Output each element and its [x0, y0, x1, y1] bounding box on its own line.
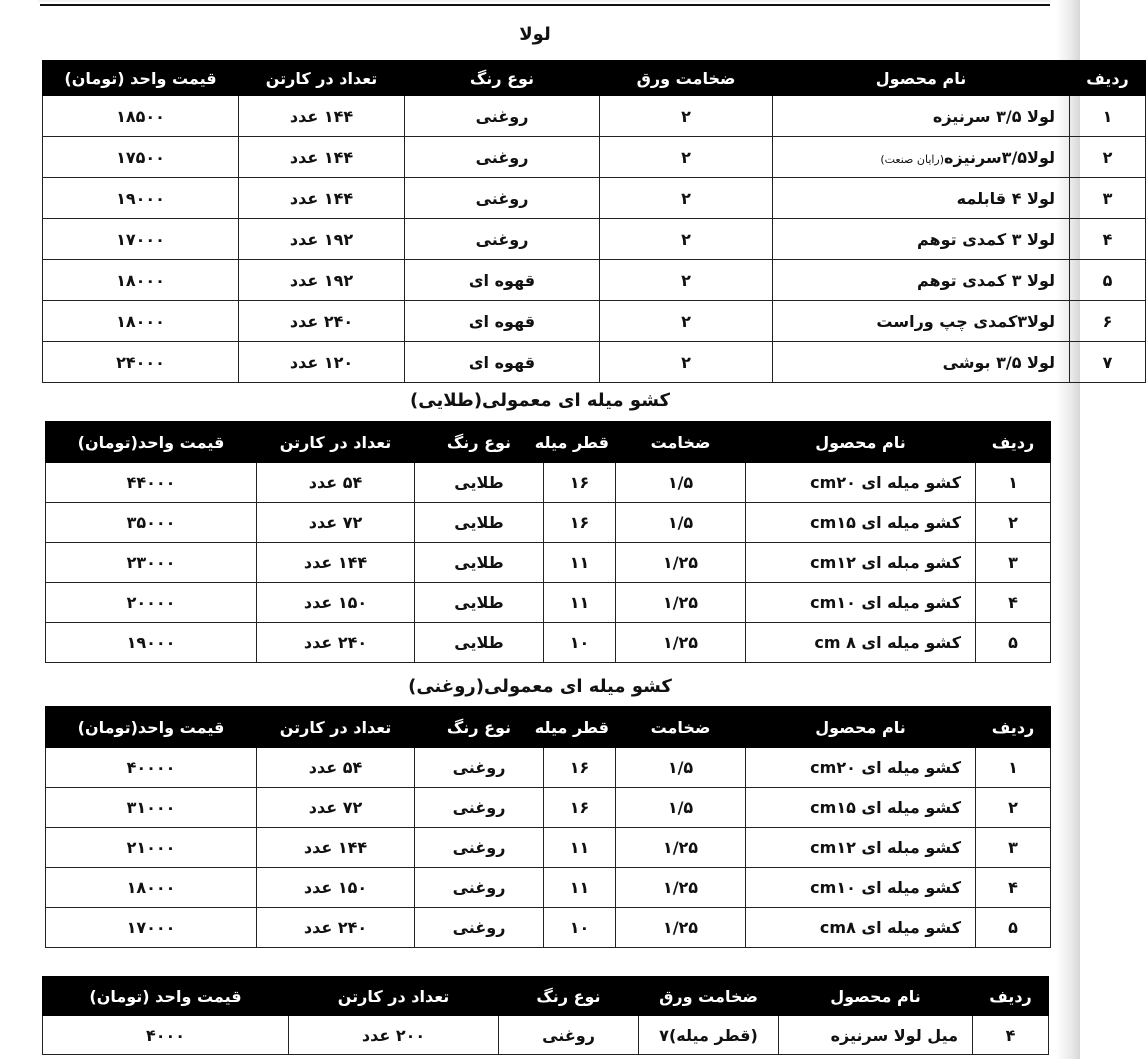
carton-qty: ۲۴۰ عدد	[257, 908, 415, 948]
thickness: ۱/۵	[616, 463, 746, 503]
header-row-no: ردیف	[1070, 61, 1146, 96]
rod-diameter: ۱۱	[544, 543, 616, 583]
product-name: لولا ۳/۵ بوشی	[773, 342, 1070, 383]
table-row	[46, 543, 1051, 583]
rod-diameter: ۱۶	[544, 748, 616, 788]
unit-price: ۱۷۰۰۰	[46, 908, 257, 948]
product-name: کشو میله ای cm۱۵	[746, 503, 976, 543]
thickness: ۱/۲۵	[616, 583, 746, 623]
row-number: ۶	[1070, 301, 1146, 342]
table-row	[43, 342, 1146, 383]
row-number: ۴	[1070, 219, 1146, 260]
product-name: لولا۳/۵سرنیزه	[944, 147, 1055, 167]
product-name: کشو مبله ای cm۱۲	[746, 828, 976, 868]
carton-qty: ۱۹۲ عدد	[239, 219, 405, 260]
unit-price: ۳۱۰۰۰	[46, 788, 257, 828]
section-title-drawer-gold: کشو میله ای معمولی(طلایی)	[410, 390, 670, 411]
header-product-name: نام محصول	[746, 707, 976, 748]
carton-qty: ۲۴۰ عدد	[257, 623, 415, 663]
header-unit-price: قیمت واحد(تومان)	[46, 422, 257, 463]
unit-price: ۱۹۰۰۰	[46, 623, 257, 663]
unit-price: ۲۱۰۰۰	[46, 828, 257, 868]
thickness: ۲	[600, 178, 773, 219]
unit-price: ۱۷۵۰۰	[43, 137, 239, 178]
rod-diameter: ۱۰	[544, 623, 616, 663]
unit-price: ۲۰۰۰۰	[46, 583, 257, 623]
thickness: ۲	[600, 137, 773, 178]
color-type: قهوه ای	[405, 342, 600, 383]
header-unit-price: قیمت واحد (تومان)	[43, 977, 289, 1016]
row-number: ۷	[1070, 342, 1146, 383]
carton-qty: ۷۲ عدد	[257, 788, 415, 828]
carton-qty: ۲۴۰ عدد	[239, 301, 405, 342]
table-header-row	[46, 707, 1051, 748]
thickness: ۲	[600, 342, 773, 383]
thickness: ۱/۲۵	[616, 543, 746, 583]
rod-diameter: ۱۱	[544, 828, 616, 868]
header-thickness: ضخامت	[616, 422, 746, 463]
carton-qty: ۵۴ عدد	[257, 463, 415, 503]
rod-diameter: ۱۶	[544, 788, 616, 828]
page-top-rule	[40, 0, 1050, 6]
header-carton-qty: تعداد در کارتن	[257, 707, 415, 748]
hinge-table	[42, 60, 1146, 383]
header-sheet-thickness: ضخامت ورق	[639, 977, 779, 1016]
unit-price: ۲۳۰۰۰	[46, 543, 257, 583]
section-title-hinge: لولا	[519, 24, 551, 45]
header-carton-qty: تعداد در کارتن	[239, 61, 405, 96]
header-row-no: ردیف	[976, 707, 1051, 748]
unit-price: ۱۸۰۰۰	[46, 868, 257, 908]
product-name: کشو میله ای cm۸	[746, 908, 976, 948]
carton-qty: ۷۲ عدد	[257, 503, 415, 543]
thickness: ۲	[600, 260, 773, 301]
product-name: لولا ۴ قابلمه	[773, 178, 1070, 219]
header-rod-diameter: قطر میله	[544, 707, 616, 748]
table-row	[46, 623, 1051, 663]
product-brand-note: (رایان صنعت)	[880, 152, 945, 166]
product-name: کشو میله ای cm ۸	[746, 623, 976, 663]
unit-price: ۲۴۰۰۰	[43, 342, 239, 383]
thickness: ۱/۲۵	[616, 828, 746, 868]
color-type: روغنی	[405, 137, 600, 178]
product-name: لولا۳کمدی چپ وراست	[773, 301, 1070, 342]
thickness: ۱/۵	[616, 748, 746, 788]
unit-price: ۱۸۵۰۰	[43, 96, 239, 137]
carton-qty: ۱۴۴ عدد	[257, 828, 415, 868]
drawer-oil-table	[45, 706, 1051, 948]
color-type: روغنی	[405, 178, 600, 219]
thickness: (قطر میله)۷	[639, 1016, 779, 1055]
table-row	[46, 463, 1051, 503]
table-row	[43, 178, 1146, 219]
row-number: ۱	[1070, 96, 1146, 137]
carton-qty: ۱۴۴ عدد	[239, 96, 405, 137]
header-rod-diameter: قطر میله	[544, 422, 616, 463]
table-row	[43, 260, 1146, 301]
header-color-type: نوع رنگ	[415, 422, 544, 463]
header-product-name: نام محصول	[746, 422, 976, 463]
row-number: ۴	[976, 868, 1051, 908]
carton-qty: ۱۹۲ عدد	[239, 260, 405, 301]
hinge-pin-table	[42, 976, 1049, 1055]
row-number: ۳	[976, 543, 1051, 583]
rod-diameter: ۱۰	[544, 908, 616, 948]
header-product-name: نام محصول	[773, 61, 1070, 96]
row-number: ۵	[976, 623, 1051, 663]
table-header-row	[43, 977, 1049, 1016]
carton-qty: ۵۴ عدد	[257, 748, 415, 788]
color-type: طلایی	[415, 463, 544, 503]
table-header-row	[46, 422, 1051, 463]
row-number: ۱	[976, 748, 1051, 788]
unit-price: ۴۰۰۰	[43, 1016, 289, 1055]
row-number: ۱	[976, 463, 1051, 503]
color-type: طلایی	[415, 503, 544, 543]
color-type: قهوه ای	[405, 301, 600, 342]
header-sheet-thickness: ضخامت ورق	[600, 61, 773, 96]
product-name: کشو میله ای cm۱۵	[746, 788, 976, 828]
rod-diameter: ۱۶	[544, 503, 616, 543]
carton-qty: ۱۴۴ عدد	[239, 137, 405, 178]
header-color-type: نوع رنگ	[405, 61, 600, 96]
table-row	[46, 583, 1051, 623]
drawer-gold-table	[45, 421, 1051, 663]
thickness: ۲	[600, 219, 773, 260]
product-name-cell	[773, 137, 1070, 178]
row-number: ۵	[1070, 260, 1146, 301]
unit-price: ۱۸۰۰۰	[43, 260, 239, 301]
thickness: ۱/۲۵	[616, 908, 746, 948]
rod-diameter: ۱۱	[544, 583, 616, 623]
rod-diameter: ۱۶	[544, 463, 616, 503]
row-number: ۴	[976, 583, 1051, 623]
carton-qty: ۲۰۰ عدد	[289, 1016, 499, 1055]
header-unit-price: قیمت واحد (تومان)	[43, 61, 239, 96]
product-name: لولا ۳ کمدی توهم	[773, 219, 1070, 260]
table-row	[46, 503, 1051, 543]
table-row	[43, 137, 1146, 178]
table-row	[46, 748, 1051, 788]
color-type: روغنی	[405, 96, 600, 137]
header-row-no: ردیف	[976, 422, 1051, 463]
color-type: طلایی	[415, 583, 544, 623]
table-row	[43, 96, 1146, 137]
table-row	[46, 868, 1051, 908]
product-name: لولا ۳/۵ سرنیزه	[773, 96, 1070, 137]
product-name: لولا ۳ کمدی توهم	[773, 260, 1070, 301]
product-name: میل لولا سرنیزه	[779, 1016, 973, 1055]
table-row	[46, 908, 1051, 948]
header-color-type: نوع رنگ	[415, 707, 544, 748]
unit-price: ۴۰۰۰۰	[46, 748, 257, 788]
color-type: روغنی	[415, 828, 544, 868]
unit-price: ۱۷۰۰۰	[43, 219, 239, 260]
carton-qty: ۱۲۰ عدد	[239, 342, 405, 383]
product-name: کشو میله ای cm۲۰	[746, 463, 976, 503]
thickness: ۱/۵	[616, 503, 746, 543]
header-unit-price: قیمت واحد(تومان)	[46, 707, 257, 748]
table-row	[46, 828, 1051, 868]
product-name: کشو مبله ای cm۱۲	[746, 543, 976, 583]
color-type: طلایی	[415, 543, 544, 583]
table-row	[43, 219, 1146, 260]
section-title-drawer-oil: کشو میله ای معمولی(روغنی)	[408, 676, 672, 697]
row-number: ۲	[1070, 137, 1146, 178]
table-header-row	[43, 61, 1146, 96]
carton-qty: ۱۵۰ عدد	[257, 583, 415, 623]
header-color-type: نوع رنگ	[499, 977, 639, 1016]
header-product-name: نام محصول	[779, 977, 973, 1016]
color-type: روغنی	[415, 748, 544, 788]
row-number: ۵	[976, 908, 1051, 948]
thickness: ۱/۲۵	[616, 623, 746, 663]
header-carton-qty: تعداد در کارتن	[257, 422, 415, 463]
row-number: ۳	[1070, 178, 1146, 219]
row-number: ۲	[976, 788, 1051, 828]
product-name: کشو میله ای cm۲۰	[746, 748, 976, 788]
color-type: روغنی	[415, 868, 544, 908]
thickness: ۲	[600, 301, 773, 342]
thickness: ۱/۵	[616, 788, 746, 828]
row-number: ۳	[976, 828, 1051, 868]
table-row	[43, 301, 1146, 342]
header-carton-qty: تعداد در کارتن	[289, 977, 499, 1016]
row-number: ۴	[973, 1016, 1049, 1055]
thickness: ۱/۲۵	[616, 868, 746, 908]
thickness: ۲	[600, 96, 773, 137]
unit-price: ۳۵۰۰۰	[46, 503, 257, 543]
table-row	[43, 1016, 1049, 1055]
color-type: قهوه ای	[405, 260, 600, 301]
product-name: کشو میله ای cm۱۰	[746, 868, 976, 908]
color-type: روغنی	[405, 219, 600, 260]
color-type: روغنی	[499, 1016, 639, 1055]
unit-price: ۱۸۰۰۰	[43, 301, 239, 342]
carton-qty: ۱۴۴ عدد	[239, 178, 405, 219]
header-thickness: ضخامت	[616, 707, 746, 748]
product-name: کشو میله ای cm۱۰	[746, 583, 976, 623]
unit-price: ۴۴۰۰۰	[46, 463, 257, 503]
color-type: روغنی	[415, 908, 544, 948]
color-type: روغنی	[415, 788, 544, 828]
carton-qty: ۱۴۴ عدد	[257, 543, 415, 583]
unit-price: ۱۹۰۰۰	[43, 178, 239, 219]
header-row-no: ردیف	[973, 977, 1049, 1016]
rod-diameter: ۱۱	[544, 868, 616, 908]
color-type: طلایی	[415, 623, 544, 663]
carton-qty: ۱۵۰ عدد	[257, 868, 415, 908]
table-row	[46, 788, 1051, 828]
row-number: ۲	[976, 503, 1051, 543]
